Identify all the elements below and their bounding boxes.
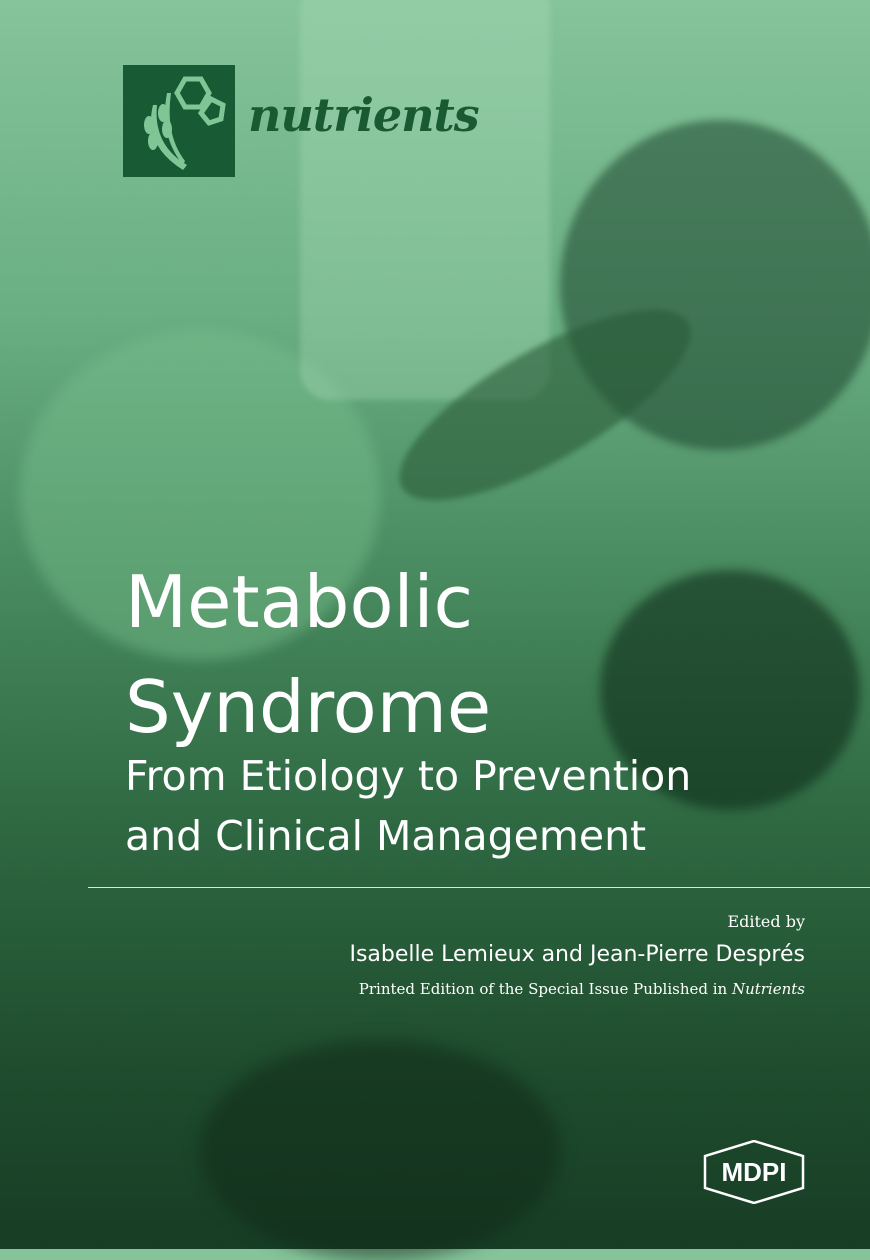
- wheat-molecule-icon: [123, 65, 235, 177]
- book-subtitle-line2: and Clinical Management: [125, 812, 647, 860]
- book-subtitle-line1: From Etiology to Prevention: [125, 752, 692, 800]
- edited-by-label: Edited by: [727, 912, 805, 931]
- book-title-line1: Metabolic: [125, 560, 474, 644]
- editors: Isabelle Lemieux and Jean-Pierre Després: [349, 942, 805, 967]
- mdpi-hexagon-icon: [703, 1140, 805, 1204]
- publisher-logo: [703, 1140, 805, 1204]
- book-title-line2: Syndrome: [125, 665, 492, 749]
- printed-edition-journal: Nutrients: [731, 980, 805, 998]
- printed-edition-prefix: Printed Edition of the Special Issue Published in: [358, 980, 732, 998]
- publisher-name: MDPI: [721, 1157, 787, 1187]
- journal-logo: [123, 65, 235, 177]
- printed-edition-note: [359, 980, 805, 998]
- tape-shape: [200, 1040, 560, 1260]
- journal-name: nutrients: [248, 88, 479, 142]
- glass-shape: [300, 0, 550, 400]
- divider: [88, 887, 870, 888]
